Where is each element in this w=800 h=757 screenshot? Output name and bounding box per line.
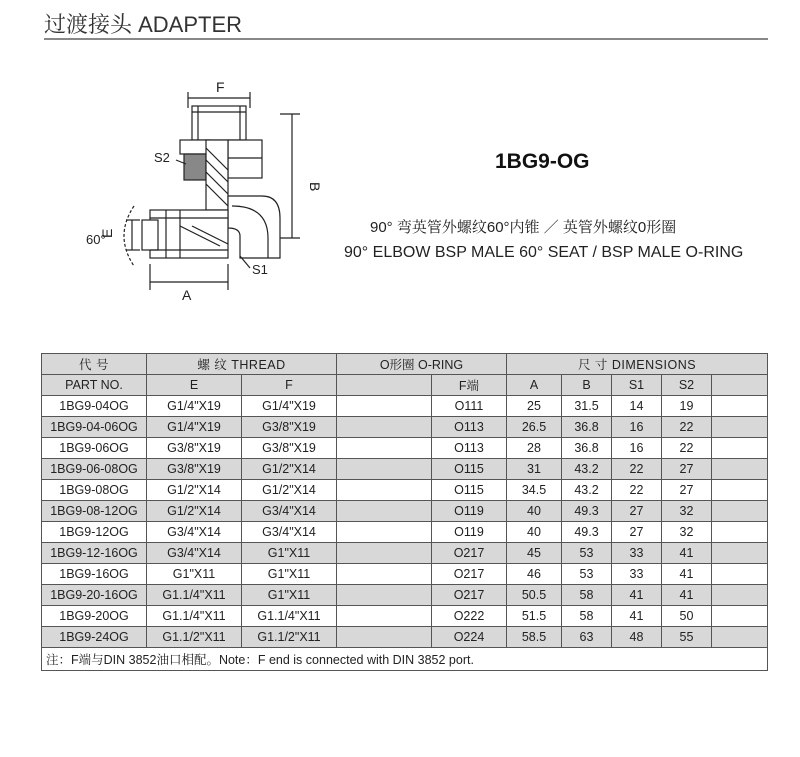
label-f: F [216,79,225,95]
label-s2: S2 [154,150,170,165]
cell-extra [712,459,768,480]
cell-s2: 32 [662,522,712,543]
col-header-f: F [242,375,337,396]
page-title: 过渡接头 ADAPTER [44,12,243,37]
cell-oring: O115 [432,459,507,480]
table-row [42,627,768,648]
group-header-part: 代 号 [42,354,147,375]
cell-extra [712,543,768,564]
cell-a: 58.5 [507,627,562,648]
cell-s2: 32 [662,501,712,522]
cell-blank [337,564,432,585]
cell-part: 1BG9-04-06OG [42,417,147,438]
cell-extra [712,501,768,522]
description-english: 90° ELBOW BSP MALE 60° SEAT / BSP MALE O-RING [344,244,744,261]
cell-f: G3/4"X14 [242,522,337,543]
cell-s2: 41 [662,585,712,606]
cell-part: 1BG9-08OG [42,480,147,501]
table-row [42,564,768,585]
cell-f: G1"X11 [242,585,337,606]
table-row [42,543,768,564]
cell-e: G3/4"X14 [147,543,242,564]
cell-part: 1BG9-12OG [42,522,147,543]
cell-b: 53 [562,543,612,564]
cell-oring: O115 [432,480,507,501]
table-row [42,438,768,459]
cell-s1: 22 [612,459,662,480]
model-number: 1BG9-OG [495,150,590,173]
cell-b: 49.3 [562,522,612,543]
cell-part: 1BG9-06OG [42,438,147,459]
col-header-blank [337,375,432,396]
group-header-dimensions: 尺 寸 DIMENSIONS [507,354,768,375]
label-b: B [307,182,323,192]
cell-a: 51.5 [507,606,562,627]
cell-part: 1BG9-24OG [42,627,147,648]
cell-s1: 41 [612,585,662,606]
table-row [42,501,768,522]
cell-s1: 48 [612,627,662,648]
cell-oring: O217 [432,585,507,606]
cell-b: 36.8 [562,438,612,459]
cell-e: G1/2"X14 [147,501,242,522]
cell-oring: O222 [432,606,507,627]
cell-a: 28 [507,438,562,459]
cell-a: 25 [507,396,562,417]
cell-f: G1/2"X14 [242,459,337,480]
col-header-a: A [507,375,562,396]
cell-s1: 27 [612,501,662,522]
cell-extra [712,564,768,585]
label-angle: 60° [86,232,106,247]
cell-b: 43.2 [562,459,612,480]
cell-f: G1"X11 [242,564,337,585]
cell-blank [337,522,432,543]
cell-part: 1BG9-06-08OG [42,459,147,480]
cell-part: 1BG9-12-16OG [42,543,147,564]
cell-a: 34.5 [507,480,562,501]
cell-f: G3/4"X14 [242,501,337,522]
cell-part: 1BG9-08-12OG [42,501,147,522]
label-e: E [99,228,115,238]
cell-s2: 41 [662,564,712,585]
cell-e: G1.1/4"X11 [147,606,242,627]
cell-blank [337,480,432,501]
adapter-drawing [80,78,340,308]
cell-oring: O111 [432,396,507,417]
cell-s2: 27 [662,459,712,480]
cell-oring: O217 [432,564,507,585]
cell-a: 40 [507,501,562,522]
cell-part: 1BG9-16OG [42,564,147,585]
cell-b: 36.8 [562,417,612,438]
cell-s2: 50 [662,606,712,627]
cell-s2: 41 [662,543,712,564]
cell-s2: 19 [662,396,712,417]
cell-blank [337,606,432,627]
cell-extra [712,438,768,459]
cell-e: G1/2"X14 [147,480,242,501]
cell-f: G3/8"X19 [242,438,337,459]
cell-oring: O224 [432,627,507,648]
column-header-row [42,375,768,396]
cell-b: 53 [562,564,612,585]
table-row [42,606,768,627]
cell-e: G3/8"X19 [147,459,242,480]
cell-b: 31.5 [562,396,612,417]
label-a: A [182,287,192,303]
group-header-oring: O形圈 O-RING [337,354,507,375]
cell-a: 40 [507,522,562,543]
cell-e: G1.1/2"X11 [147,627,242,648]
cell-extra [712,585,768,606]
cell-e: G1/4"X19 [147,417,242,438]
cell-s1: 14 [612,396,662,417]
cell-e: G3/8"X19 [147,438,242,459]
cell-b: 63 [562,627,612,648]
cell-blank [337,438,432,459]
cell-f: G1.1/2"X11 [242,627,337,648]
cell-s1: 22 [612,480,662,501]
cell-f: G1.1/4"X11 [242,606,337,627]
group-header-row [42,354,768,375]
table-row [42,396,768,417]
cell-b: 43.2 [562,480,612,501]
cell-e: G3/4"X14 [147,522,242,543]
cell-s1: 41 [612,606,662,627]
label-s1: S1 [252,262,268,277]
cell-blank [337,543,432,564]
cell-extra [712,480,768,501]
cell-s1: 33 [612,543,662,564]
cell-extra [712,606,768,627]
cell-oring: O113 [432,417,507,438]
cell-extra [712,396,768,417]
cell-blank [337,396,432,417]
cell-s2: 22 [662,438,712,459]
cell-f: G1/4"X19 [242,396,337,417]
title-divider [44,38,768,40]
spec-table [41,353,768,671]
cell-blank [337,585,432,606]
col-header-f-end: F端 [432,375,507,396]
cell-extra [712,627,768,648]
cell-e: G1/4"X19 [147,396,242,417]
cell-f: G1/2"X14 [242,480,337,501]
cell-blank [337,627,432,648]
table-row [42,417,768,438]
cell-a: 46 [507,564,562,585]
cell-oring: O119 [432,501,507,522]
cell-b: 49.3 [562,501,612,522]
col-header-part-no: PART NO. [42,375,147,396]
col-header-s1: S1 [612,375,662,396]
cell-a: 50.5 [507,585,562,606]
cell-s1: 27 [612,522,662,543]
table-row [42,480,768,501]
cell-s1: 16 [612,438,662,459]
cell-a: 45 [507,543,562,564]
cell-part: 1BG9-04OG [42,396,147,417]
cell-oring: O113 [432,438,507,459]
cell-blank [337,459,432,480]
cell-extra [712,522,768,543]
cell-s1: 33 [612,564,662,585]
table-row [42,522,768,543]
cell-a: 26.5 [507,417,562,438]
cell-blank [337,417,432,438]
note-row [42,648,768,671]
col-header-b: B [562,375,612,396]
group-header-thread: 螺 纹 THREAD [147,354,337,375]
cell-e: G1"X11 [147,564,242,585]
cell-oring: O217 [432,543,507,564]
table-row [42,459,768,480]
cell-f: G1"X11 [242,543,337,564]
col-header-e: E [147,375,242,396]
cell-blank [337,501,432,522]
cell-f: G3/8"X19 [242,417,337,438]
cell-s2: 27 [662,480,712,501]
cell-part: 1BG9-20-16OG [42,585,147,606]
cell-a: 31 [507,459,562,480]
cell-part: 1BG9-20OG [42,606,147,627]
cell-extra [712,417,768,438]
description-chinese: 90° 弯英管外螺纹60°内锥 ／ 英管外螺纹0形圈 [370,219,677,236]
cell-s2: 22 [662,417,712,438]
table-row [42,585,768,606]
cell-s1: 16 [612,417,662,438]
cell-b: 58 [562,585,612,606]
col-header-extra [712,375,768,396]
cell-oring: O119 [432,522,507,543]
table-note: 注：F端与DIN 3852油口相配。Note：F end is connected with DIN 3852 port. [42,648,768,671]
cell-e: G1.1/4"X11 [147,585,242,606]
col-header-s2: S2 [662,375,712,396]
cell-s2: 55 [662,627,712,648]
cell-b: 58 [562,606,612,627]
